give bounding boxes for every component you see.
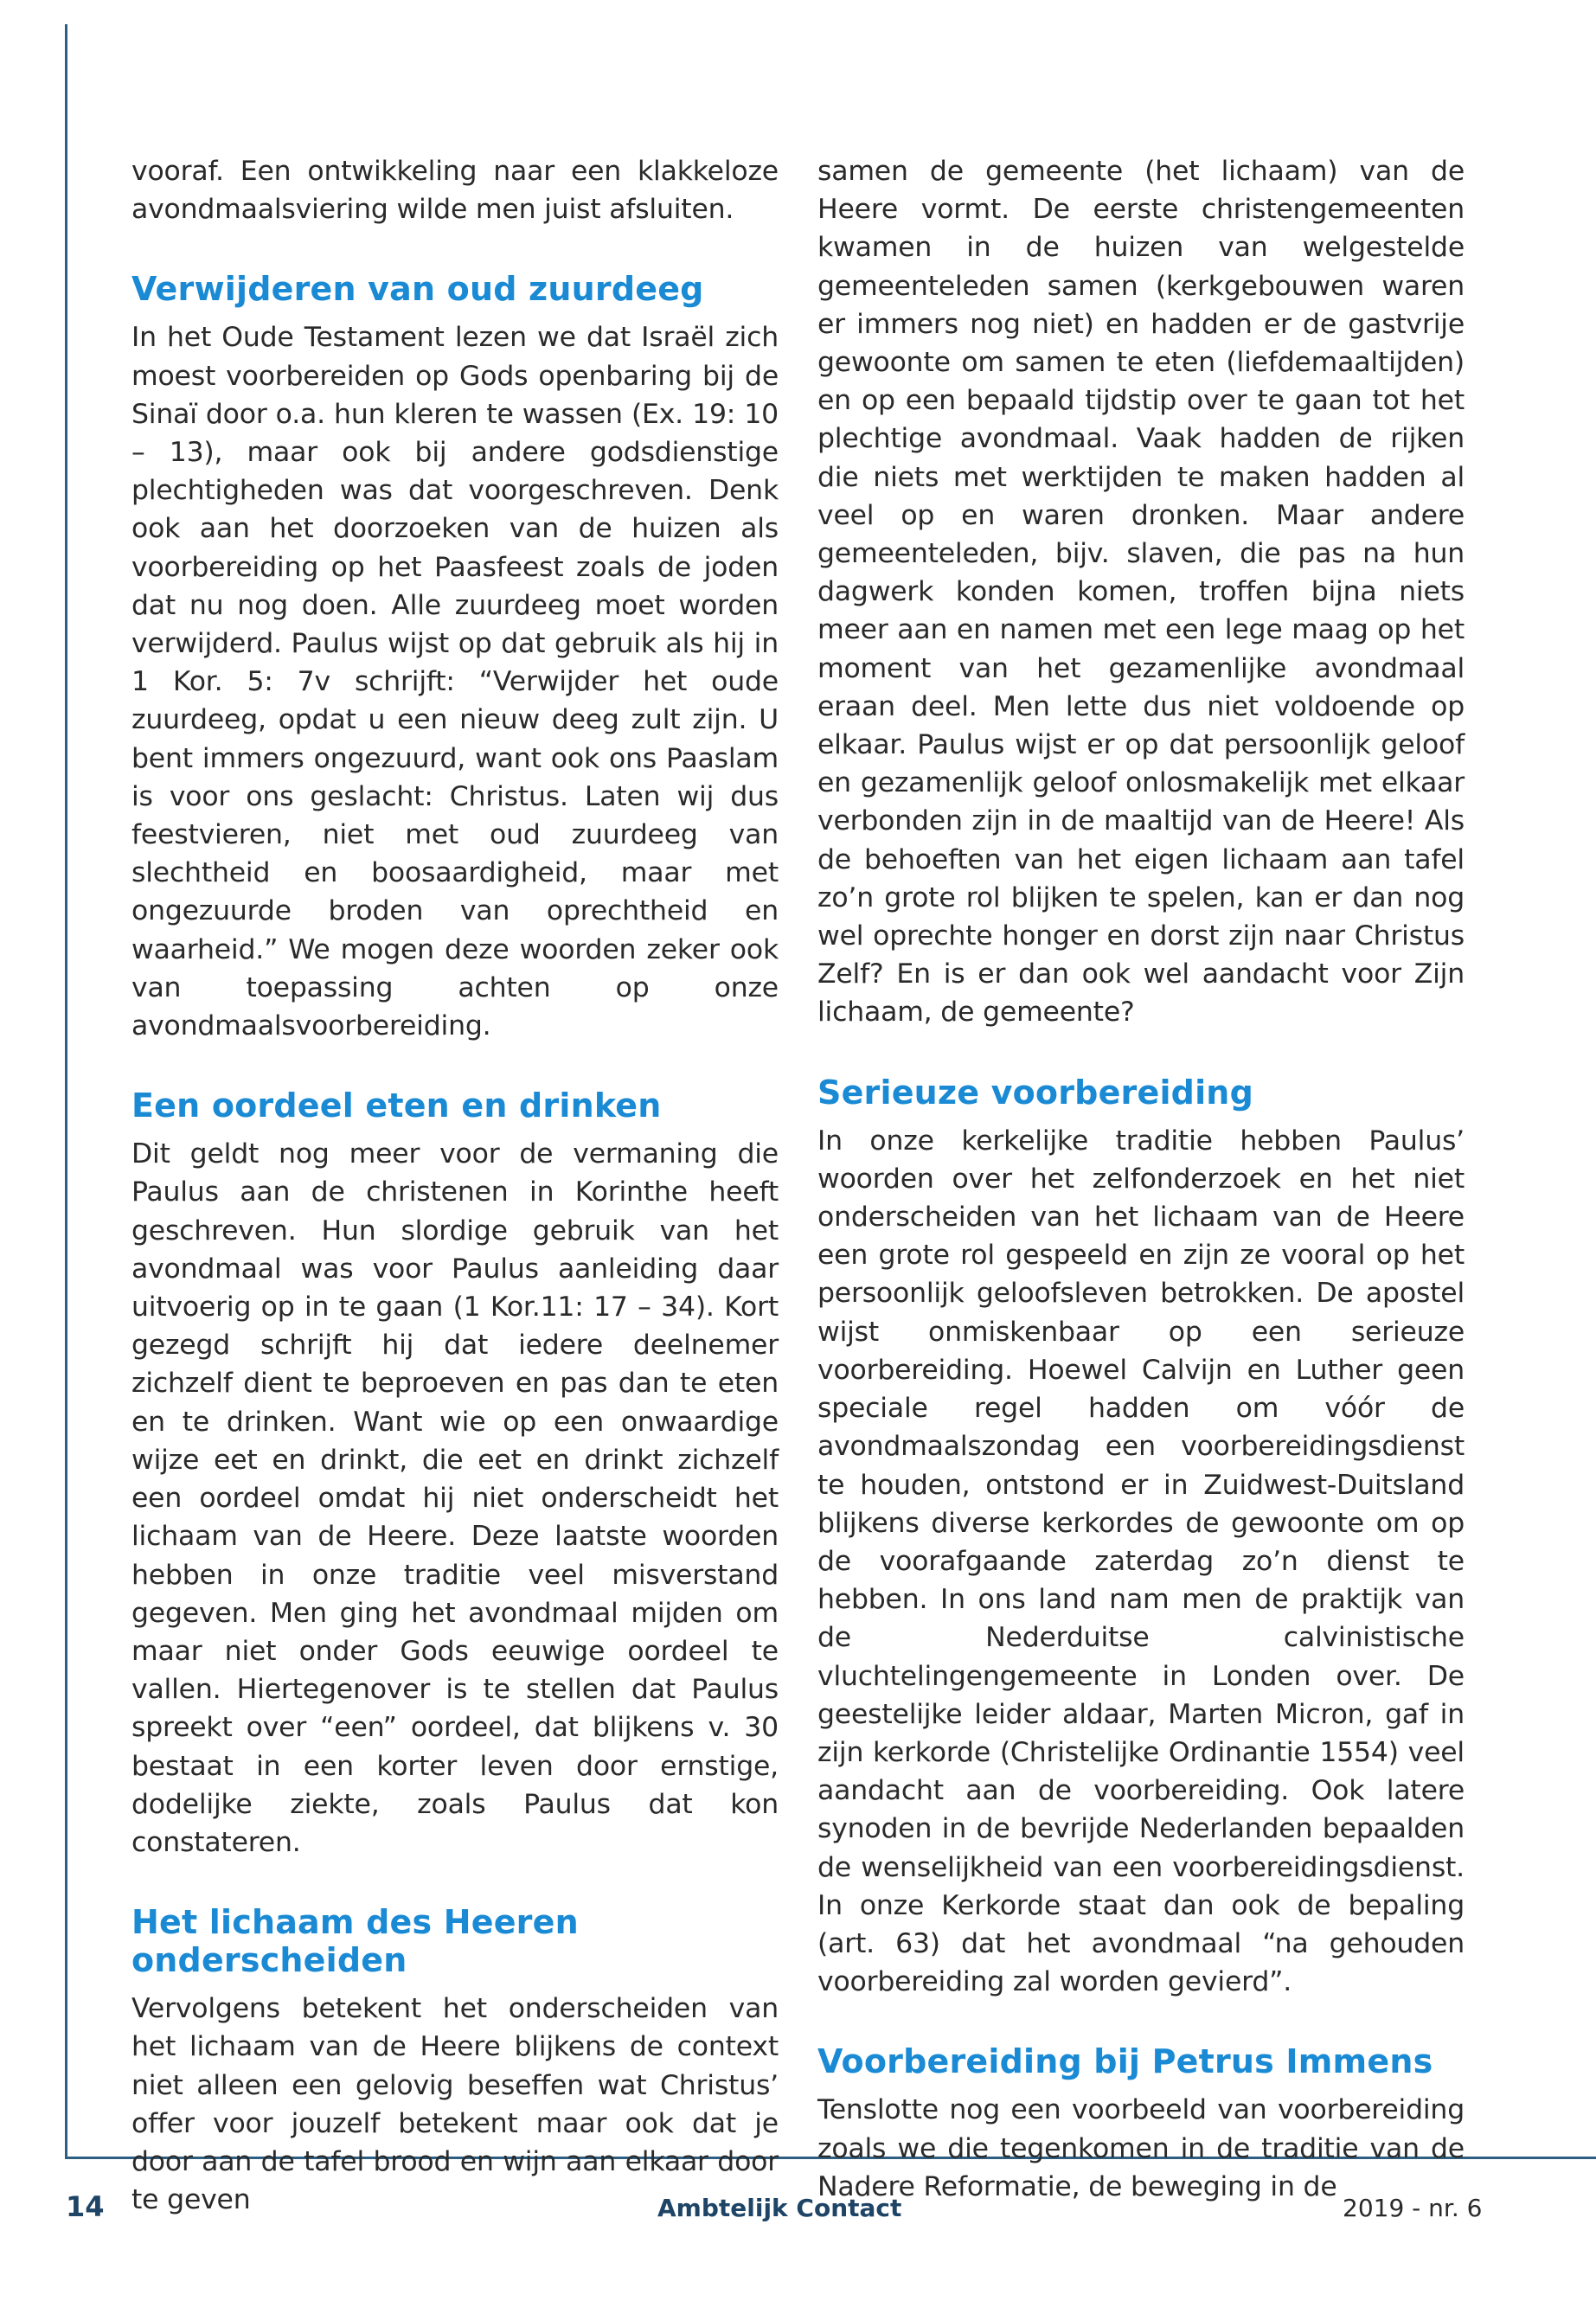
intro-paragraph: vooraf. Een ontwikkeling naar een klakkeloze avondmaalsviering wilde men juist afsluiten.	[131, 156, 779, 226]
section-heading-petrus-immens: Voorbereiding bij Petrus Immens	[817, 2042, 1433, 2081]
page-border-vertical	[65, 24, 67, 2159]
magazine-title: Ambtelijk Contact	[657, 2194, 902, 2222]
right-column	[817, 152, 1465, 2206]
section-heading-serieuze: Serieuze voorbereiding	[817, 1073, 1253, 1112]
section-paragraph-serieuze: In onze kerkelijke traditie hebben Paulus’ woorden over het zelfonderzoek en het niet onderscheiden van het lichaam van de Heere een grote rol gespeeld en zijn ze vooral op het persoonlijk geloofsleven betrokken. De apostel wijst onmiskenbaar op een serieuze voorbereiding. Hoewel Calvijn en Luther geen speciale regel hadden om vóór de avondmaalszondag een voorbereidingsdienst te houden, ontstond er in Zuidwest-Duitsland blijkens diverse kerkordes de gewoonte om op de voorafgaande zaterdag zo’n dienst te hebben. In ons land nam men de praktijk van de Nederduitse calvinistische vluchtelingengemeente in Londen over. De geestelijke leider aldaar, Marten Micron, gaf in zijn kerkorde (Christelijke Ordinantie 1554) veel aandacht aan de voorbereiding. Ook latere synoden in de bevrijde Nederlanden bepaalden de wenselijkheid van een voorbereidingsdienst. In onze Kerkorde staat dan ook de bepaling (art. 63) dat het avondmaal “na gehouden voorbereiding zal worden gevierd”.	[817, 1125, 1465, 1998]
section-paragraph-zuurdeeg: In het Oude Testament lezen we dat Israël zich moest voorbereiden op Gods openbaring bij de Sinaï door o.a. hun kleren te wassen (Ex. 19: 10 – 13), maar ook bij andere godsdienstige plechtigheden was dat voorgeschreven. Denk ook aan het doorzoeken van de huizen als voorbereiding op het Paasfeest zoals de joden dat nu nog doen. Alle zuurdeeg moet worden verwijderd. Paulus wijst op dat gebruik als hij in 1 Kor. 5: 7v schrijft: “Verwijder het oude zuurdeeg, opdat u een nieuw deeg zult zijn. U bent immers ongezuurd, want ook ons Paaslam is voor ons geslacht: Christus. Laten wij dus feestvieren, niet met oud zuurdeeg van slechtheid en boosaardigheid, maar met ongezuurde broden van oprechtheid en waarheid.” We mogen deze woorden zeker ook van toepassing achten op onze avondmaalsvoorbereiding.	[131, 322, 779, 1042]
section-paragraph-petrus-immens: Tenslotte nog een voorbeeld van voorbereiding zoals we die tegenkomen in de traditie van de Nadere Reformatie, de beweging in de	[817, 2094, 1465, 2202]
page-number: 14	[66, 2190, 105, 2223]
section-heading-lichaam	[131, 1903, 779, 1979]
section-paragraph-lichaam: Vervolgens betekent het onderscheiden van het lichaam van de Heere blijkens de context niet alleen een gelovig beseffen wat Christus’ offer voor jouzelf betekent maar ook dat je door aan de tafel brood en wijn aan elkaar door te geven	[131, 1993, 779, 2216]
continued-paragraph: samen de gemeente (het lichaam) van de Heere vormt. De eerste christengemeenten kwamen in de huizen van welgestelde gemeenteleden samen (kerkgebouwen waren er immers nog niet) en hadden er de gastvrije gewoonte om samen te eten (liefdemaaltijden) en op een bepaald tijdstip over te gaan tot het plechtige avondmaal. Vaak hadden de rijken die niets met werktijden te maken hadden al veel op en waren dronken. Maar andere gemeenteleden, bijv. slaven, die pas na hun dagwerk konden komen, troffen bijna niets meer aan en namen met een lege maag op het moment van het gezamenlijke avondmaal eraan deel. Men lette dus niet voldoende op elkaar. Paulus wijst er op dat persoonlijk geloof en gezamenlijk geloof onlosmakelijk met elkaar verbonden zijn in de maaltijd van de Heere! Als de behoeften van het eigen lichaam aan tafel zo’n grote rol blijken te spelen, kan er dan nog wel oprechte honger en dorst zijn naar Christus Zelf? En is er dan ook wel aandacht voor Zijn lichaam, de gemeente?	[817, 156, 1465, 1029]
section-heading-zuurdeeg: Verwijderen van oud zuurdeeg	[131, 270, 704, 309]
section-paragraph-oordeel: Dit geldt nog meer voor de vermaning die Paulus aan de christenen in Korinthe heeft geschreven. Hun slordige gebruik van het avondmaal was voor Paulus aanleiding daar uitvoerig op in te gaan (1 Kor.11: 17 – 34). Kort gezegd schrijft hij dat iedere deelnemer zichzelf dient te beproeven en pas dan te eten en te drinken. Want wie op een onwaardige wijze eet en drinkt, die eet en drinkt zichzelf een oordeel omdat hij niet onderscheidt het lichaam van de Heere. Deze laatste woorden hebben in onze traditie veel misverstand gegeven. Men ging het avondmaal mijden om maar niet onder Gods eeuwige oordeel te vallen. Hiertegenover is te stellen dat Paulus spreekt over “een” oordeel, dat blijkens v. 30 bestaat in een korter leven door ernstige, dodelijke ziekte, zoals Paulus dat kon constateren.	[131, 1138, 779, 1858]
issue-label: 2019 - nr. 6	[1343, 2194, 1483, 2222]
section-heading-lichaam-line2: onderscheiden	[131, 1941, 407, 1980]
section-heading-oordeel: Een oordeel eten en drinken	[131, 1086, 662, 1125]
section-heading-lichaam-line1: Het lichaam des Heeren	[131, 1903, 579, 1942]
left-column	[131, 152, 779, 2219]
